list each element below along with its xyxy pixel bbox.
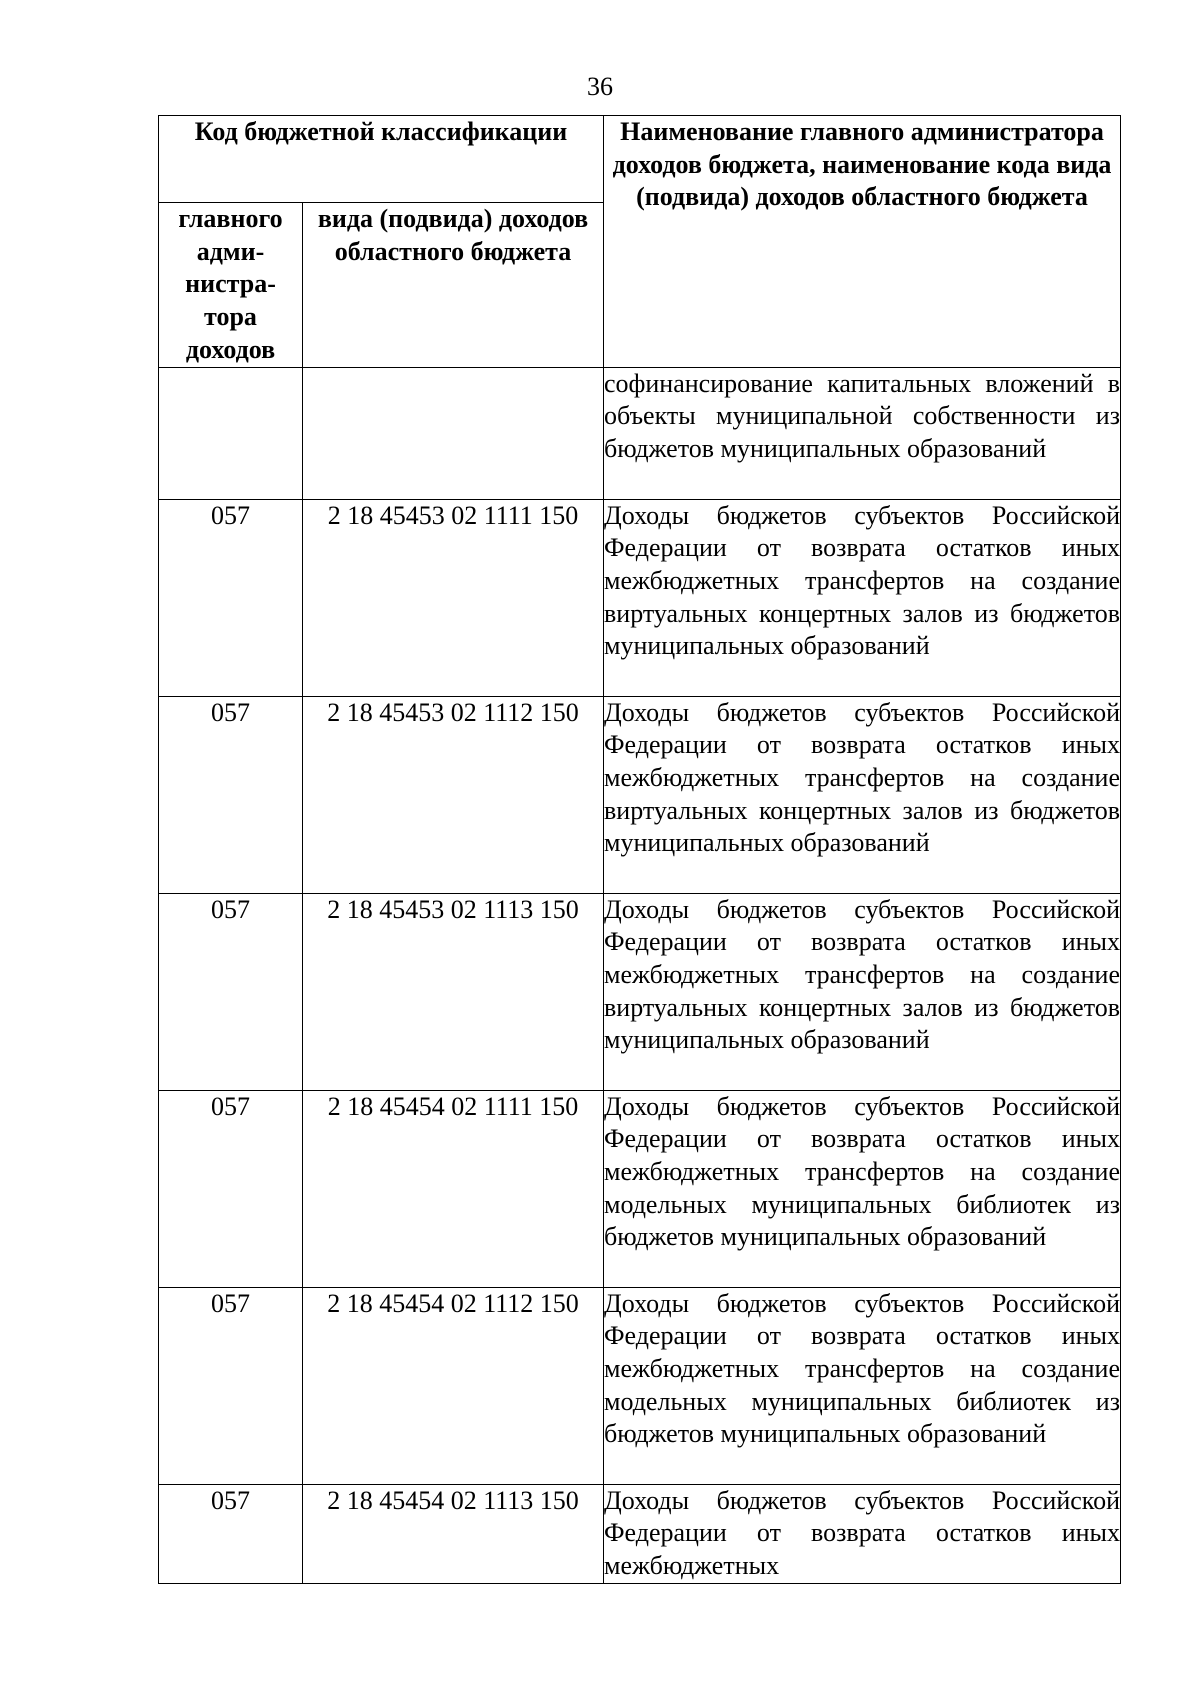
header-main-administrator-label: главного адми- нистра- тора доходов <box>178 204 283 364</box>
admin-code-cell: 057 <box>159 1484 303 1583</box>
header-main-administrator <box>159 203 303 368</box>
revenue-code-cell: 2 18 45454 02 1112 150 <box>303 1287 604 1484</box>
revenue-code-cell <box>303 367 604 499</box>
revenue-code-cell: 2 18 45454 02 1113 150 <box>303 1484 604 1583</box>
admin-code-cell: 057 <box>159 696 303 893</box>
budget-classification-table <box>158 115 1121 1584</box>
table-row <box>159 499 1121 696</box>
table-row <box>159 893 1121 1090</box>
description-cell: Доходы бюджетов субъектов Российской Федерации от возврата остатков иных межбюджетных трансфертов на создание виртуальных концертных залов из бюджетов муниципальных образований <box>604 893 1121 1090</box>
header-classification-code: Код бюджетной классификации <box>159 116 604 203</box>
description-cell: Доходы бюджетов субъектов Российской Федерации от возврата остатков иных межбюджетных трансфертов на создание модельных муниципальных библиотек из бюджетов муниципальных образований <box>604 1090 1121 1287</box>
description-cell: Доходы бюджетов субъектов Российской Федерации от возврата остатков иных межбюджетных трансфертов на создание виртуальных концертных залов из бюджетов муниципальных образований <box>604 696 1121 893</box>
description-cell: Доходы бюджетов субъектов Российской Федерации от возврата остатков иных межбюджетных трансфертов на создание виртуальных концертных залов из бюджетов муниципальных образований <box>604 499 1121 696</box>
revenue-code-cell: 2 18 45453 02 1112 150 <box>303 696 604 893</box>
admin-code-cell: 057 <box>159 893 303 1090</box>
table-row <box>159 696 1121 893</box>
page-number: 36 <box>587 72 613 101</box>
header-revenue-kind: вида (подвида) доходов областного бюджета <box>303 203 604 368</box>
admin-code-cell <box>159 367 303 499</box>
revenue-code-cell: 2 18 45454 02 1111 150 <box>303 1090 604 1287</box>
table-row <box>159 1484 1121 1583</box>
table-row <box>159 1287 1121 1484</box>
description-cell: Доходы бюджетов субъектов Российской Федерации от возврата остатков иных межбюджетных <box>604 1484 1121 1583</box>
admin-code-cell: 057 <box>159 1287 303 1484</box>
description-cell: Доходы бюджетов субъектов Российской Федерации от возврата остатков иных межбюджетных трансфертов на создание модельных муниципальных библиотек из бюджетов муниципальных образований <box>604 1287 1121 1484</box>
revenue-code-cell: 2 18 45453 02 1111 150 <box>303 499 604 696</box>
description-cell: софинансирование капитальных вложений в объекты муниципальной собственности из бюджетов муниципальных образований <box>604 367 1121 499</box>
admin-code-cell: 057 <box>159 499 303 696</box>
revenue-code-cell: 2 18 45453 02 1113 150 <box>303 893 604 1090</box>
admin-code-cell: 057 <box>159 1090 303 1287</box>
table-row <box>159 367 1121 499</box>
table-row <box>159 1090 1121 1287</box>
header-administrator-name: Наименование главного администратора доходов бюджета, наименование кода вида (подвида) доходов областного бюджета <box>604 116 1121 368</box>
